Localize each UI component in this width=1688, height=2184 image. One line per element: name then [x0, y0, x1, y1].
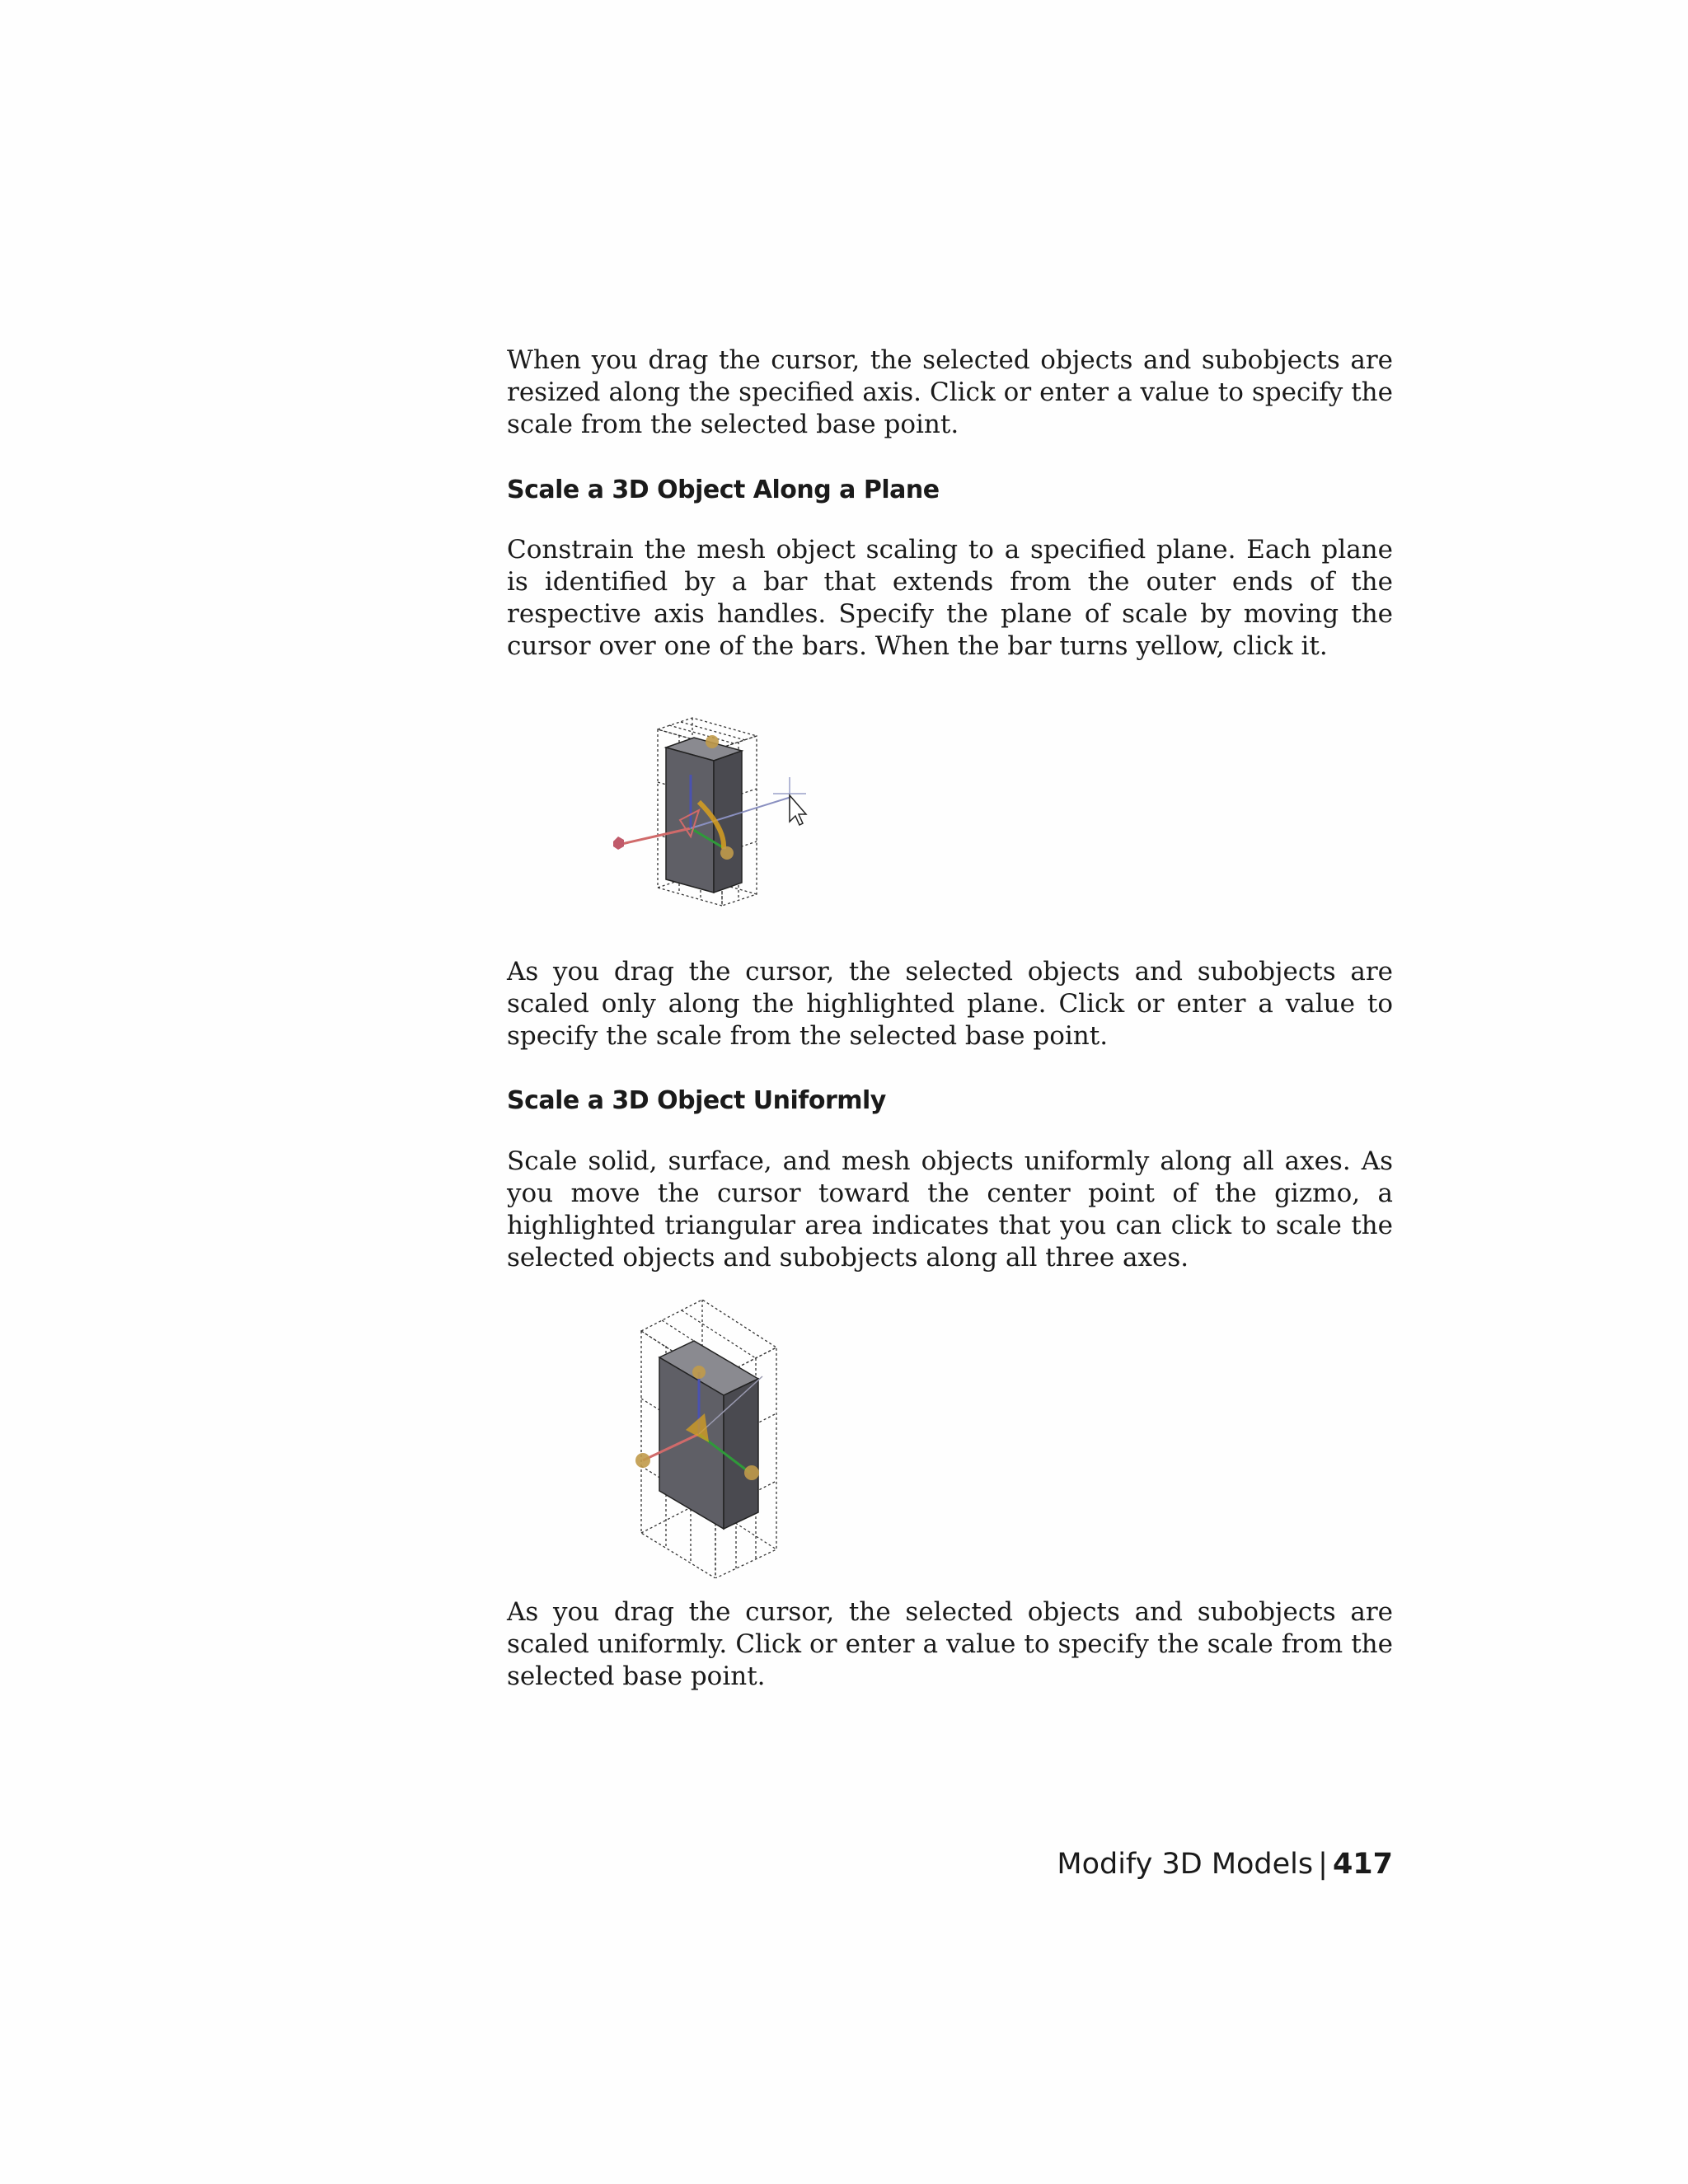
figure-scale-plane-drawing	[602, 705, 816, 919]
box-solid-2	[659, 1341, 758, 1529]
paragraph-constrain-plane: Constrain the mesh object scaling to a specified plane. Each plane is identified by a bar that extends from the outer ends of the respective axis handles. Specify the plane of scale by moving the cursor over one of the bars. When the bar turns yellow, click it.	[507, 535, 1393, 661]
text-block-5	[507, 1596, 1393, 1693]
figure-scale-uniform-drawing	[626, 1290, 791, 1578]
text-column-top	[507, 344, 1393, 441]
heading-block-2	[507, 1086, 1393, 1116]
text-block-2	[507, 534, 1393, 663]
paragraph-scaled-plane: As you drag the cursor, the selected objects and subobjects are scaled only along the highlighted plane. Click or enter a value to specify the scale from the selected base point.	[507, 957, 1393, 1051]
figure-scale-plane	[602, 705, 816, 919]
footer-separator: |	[1318, 1848, 1328, 1881]
figure-scale-uniform	[626, 1290, 791, 1578]
paragraph-scale-uniform: Scale solid, surface, and mesh objects uniformly along all axes. As you move the cursor toward the center point of the gizmo, a highlighted triangular area indicates that you can click to scale the selected objects and subobjects along all three axes.	[507, 1146, 1393, 1272]
footer-section-title: Modify 3D Models	[1057, 1848, 1314, 1881]
heading-scale-along-plane: Scale a 3D Object Along a Plane	[507, 476, 940, 504]
page-footer	[907, 1846, 1393, 1882]
heading-scale-uniformly: Scale a 3D Object Uniformly	[507, 1086, 886, 1115]
text-block-4	[507, 1146, 1393, 1274]
page-number: 417	[1332, 1848, 1393, 1881]
heading-block-1	[507, 476, 1393, 505]
paragraph-resize-axis: When you drag the cursor, the selected objects and subobjects are resized along the specified axis. Click or enter a value to specify the scale from the selected base point.	[507, 345, 1393, 439]
text-block-3	[507, 956, 1393, 1052]
paragraph-scaled-uniformly: As you drag the cursor, the selected objects and subobjects are scaled uniformly. Click or enter a value to specify the scale from the selected base point.	[507, 1597, 1393, 1691]
